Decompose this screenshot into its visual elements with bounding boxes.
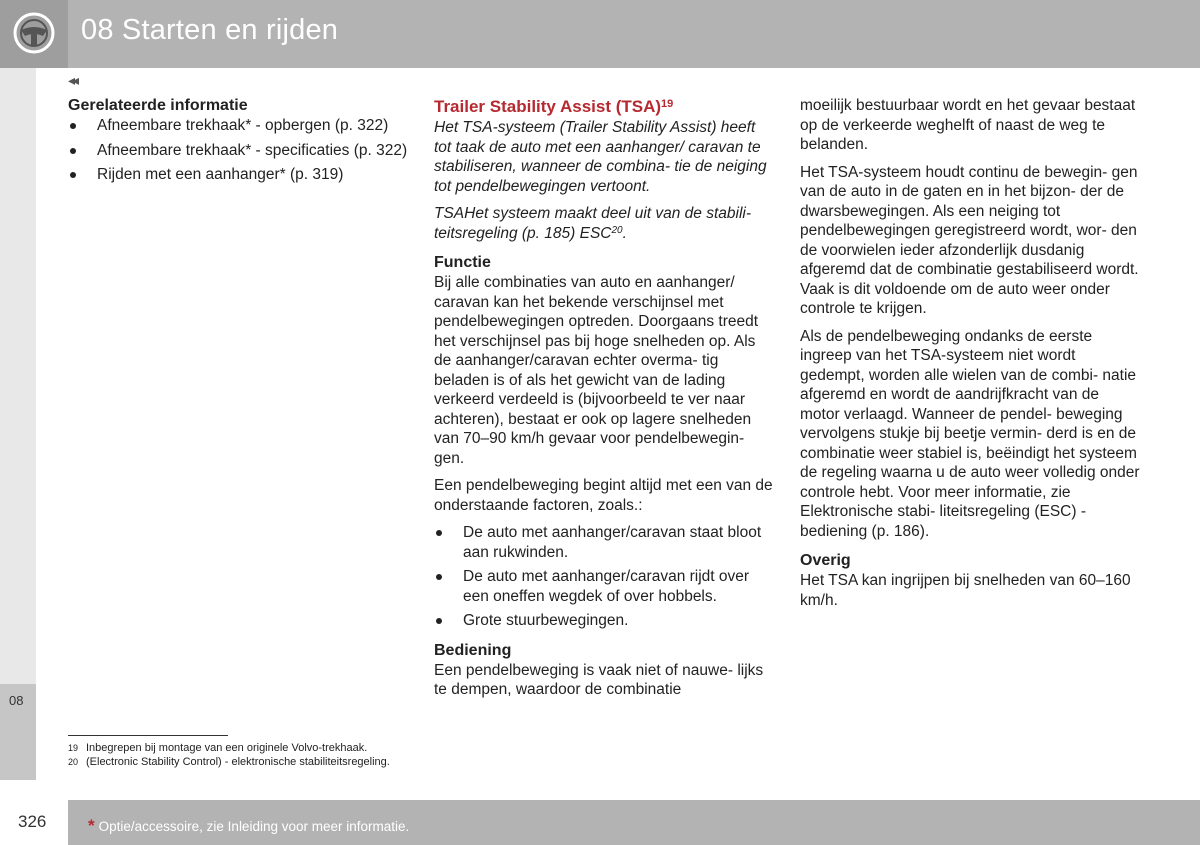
footnotes bbox=[68, 741, 390, 769]
footnote-19: 19 Inbegrepen bij montage van een originele Volvo-trekhaak. bbox=[68, 742, 368, 754]
side-strip bbox=[0, 68, 36, 780]
intro-paragraph-1: Het TSA-systeem (Trailer Stability Assist) heeft tot taak de auto met een aanhanger/ caravan te stabiliseren, wanneer de combina- tie de neiging tot pendelbewegingen vertoont. bbox=[434, 119, 767, 195]
bullet-icon bbox=[70, 123, 76, 129]
functie-paragraph-2: Een pendelbeweging begint altijd met een van de onderstaande factoren, zoals.: bbox=[434, 477, 773, 514]
list-item: De auto met aanhanger/caravan rijdt over een oneffen wegdek of over hobbels. bbox=[434, 567, 774, 606]
bediening-paragraph: Een pendelbeweging is vaak niet of nauwe- lijks te dempen, waardoor de combinatie bbox=[434, 661, 764, 698]
page-footer bbox=[68, 800, 1200, 845]
bullet-icon bbox=[70, 148, 76, 154]
back-link-icon[interactable]: ◂◂ bbox=[68, 72, 77, 88]
related-link-2[interactable]: Afneembare trekhaak* - specificaties (p. 322) bbox=[68, 141, 408, 161]
functie-heading: Functie bbox=[434, 254, 491, 271]
paragraph: moeilijk bestuurbaar wordt en het gevaar bestaat op de verkeerde weghelft of naast de weg te belanden. bbox=[800, 97, 1136, 153]
bullet-icon bbox=[436, 530, 442, 536]
column-related-info bbox=[68, 96, 408, 193]
list-item: Grote stuurbewegingen. bbox=[434, 611, 774, 631]
bullet-icon bbox=[436, 574, 442, 580]
page-number: 326 bbox=[18, 812, 47, 831]
column-tsa bbox=[434, 96, 774, 708]
factor-list bbox=[434, 523, 774, 631]
column-tsa-continued bbox=[800, 96, 1140, 618]
chapter-title: 08 Starten en rijden bbox=[81, 14, 339, 46]
bullet-icon bbox=[436, 618, 442, 624]
paragraph: Als de pendelbeweging ondanks de eerste ingreep van het TSA-systeem niet wordt gedempt, worden alle wielen van de combi- natie afgeremd en wordt de aandrijfkracht van de motor verlaagd. Wanneer de pendel- beweging vervolgens stukje bij beetje vermin- derd is en de combinatie weer stabiel is, beëindigt het systeem de regeling waarna u de auto weer volledig onder controle hebt. Voor meer informatie, zie Elektronische stabi- liteitsregeling (ESC) - bediening (p. 186). bbox=[800, 327, 1140, 540]
related-info-list bbox=[68, 116, 408, 185]
chapter-icon-box bbox=[0, 0, 68, 68]
related-link-1[interactable]: Afneembare trekhaak* - opbergen (p. 322) bbox=[68, 116, 408, 136]
section-title: Trailer Stability Assist (TSA)$^{19}$ bbox=[434, 97, 674, 116]
overig-paragraph: Het TSA kan ingrijpen bij snelheden van 60–160 km/h. bbox=[800, 572, 1131, 609]
related-link-3[interactable]: Rijden met een aanhanger* (p. 319) bbox=[68, 165, 408, 185]
footnote-ref-19[interactable]: 19 bbox=[661, 98, 674, 110]
bediening-heading: Bediening bbox=[434, 641, 512, 659]
footnote-ref-20[interactable]: 20 bbox=[611, 224, 623, 236]
intro-paragraph-2: TSAHet systeem maakt deel uit van de stabili- teitsregeling (p. 185) ESC$^{20}$. bbox=[434, 205, 752, 242]
related-info-heading: Gerelateerde informatie bbox=[68, 97, 248, 114]
paragraph: Het TSA-systeem houdt continu de bewegin- gen van de auto in de gaten en in het bijzon- der de dwarsbewegingen. Als een neiging tot pendelbewegingen geregistreerd wordt, wor- den de voorwielen ieder afzonderlijk dusdanig afgeremd dat de combinatie gestabiliseerd wordt. Vaak is dit voldoende om de auto weer onder controle te krijgen. bbox=[800, 163, 1139, 317]
footnote-divider bbox=[68, 735, 228, 736]
footnote-20: 20 (Electronic Stability Control) - elektronische stabiliteitsregeling. bbox=[68, 756, 390, 768]
asterisk-icon: * bbox=[88, 816, 95, 835]
overig-heading: Overig bbox=[800, 552, 851, 569]
list-item: De auto met aanhanger/caravan staat bloot aan rukwinden. bbox=[434, 523, 774, 562]
functie-paragraph-1: Bij alle combinaties van auto en aanhanger/ caravan kan het bekende verschijnsel met pendelbewegingen optreden. Doorgaans treedt het verschijnsel pas bij hoge snelheden op. Als de aanhanger/caravan echter overma- tig beladen is of als het gewicht van de lading verkeerd verdeeld is (bijvoorbeeld te ver naar achteren), bestaat er ook op lagere snelheden van 70–90 km/h gevaar voor pendelbewegin- gen. bbox=[434, 274, 759, 467]
page-header bbox=[0, 0, 1200, 68]
bullet-icon bbox=[70, 172, 76, 178]
chapter-tab bbox=[0, 684, 36, 780]
footer-note: * Optie/accessoire, zie Inleiding voor meer informatie. bbox=[88, 816, 410, 835]
steering-wheel-icon bbox=[13, 12, 55, 54]
chapter-tab-label: 08 bbox=[9, 693, 24, 708]
